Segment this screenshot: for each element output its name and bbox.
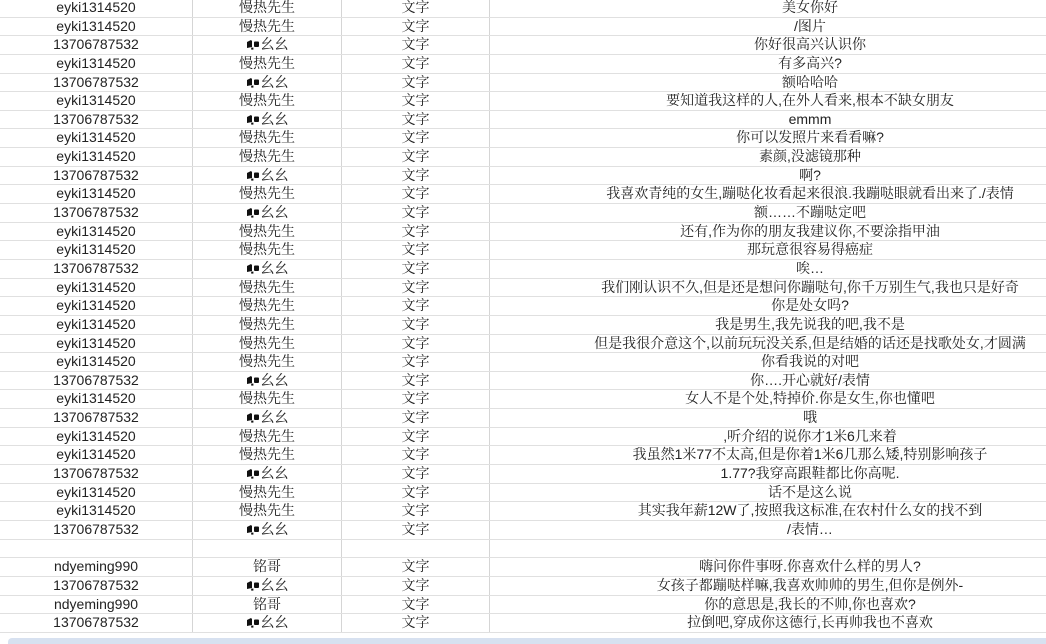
cell-account[interactable]: 13706787532 xyxy=(0,74,193,92)
cell-content[interactable]: 有多高兴? xyxy=(778,54,842,71)
cell-account[interactable]: eyki1314520 xyxy=(0,335,193,353)
bottom-panel-edge xyxy=(8,638,1046,644)
table-row xyxy=(0,558,1046,577)
cell-content[interactable]: 还有,作为你的朋友我建议你,不要涂指甲油 xyxy=(680,222,940,239)
nickname-label: 幺幺 xyxy=(260,259,289,276)
nickname-label: 幺幺 xyxy=(260,73,289,90)
nickname-label: 铭哥 xyxy=(253,558,281,575)
cell-account[interactable]: 13706787532 xyxy=(0,167,193,185)
table-row xyxy=(0,353,1046,372)
table-row xyxy=(0,36,1046,55)
cell-msg-type[interactable]: 文字 xyxy=(342,204,490,222)
cell-account[interactable]: 13706787532 xyxy=(0,260,193,278)
cell-nickname[interactable] xyxy=(193,428,342,446)
cell-nickname[interactable] xyxy=(193,148,342,166)
cell-account[interactable]: eyki1314520 xyxy=(0,297,193,315)
table-row xyxy=(0,502,1046,521)
cell-content[interactable]: 我是男生,我先说我的吧,我不是 xyxy=(715,315,905,332)
cell-content[interactable]: 嗨问你件事呀.你喜欢什么样的男人? xyxy=(699,558,921,575)
cell-nickname[interactable] xyxy=(193,204,342,222)
cell-nickname[interactable] xyxy=(193,372,342,390)
cell-msg-type[interactable]: 文字 xyxy=(342,353,490,371)
cell-msg-type[interactable] xyxy=(342,540,490,558)
table-row xyxy=(0,335,1046,354)
cell-msg-type[interactable]: 文字 xyxy=(342,465,490,483)
emoji-glyph-icon xyxy=(246,617,260,628)
cell-account[interactable]: ndyeming990 xyxy=(0,596,193,614)
table-row xyxy=(0,390,1046,409)
cell-content[interactable]: 额……不蹦哒定吧 xyxy=(754,204,866,221)
table-row xyxy=(0,167,1046,186)
cell-account[interactable]: 13706787532 xyxy=(0,614,193,632)
cell-msg-type[interactable]: 文字 xyxy=(342,558,490,576)
table-row xyxy=(0,316,1046,335)
cell-account[interactable]: eyki1314520 xyxy=(0,55,193,73)
table-row xyxy=(0,223,1046,242)
table-row xyxy=(0,111,1046,130)
cell-content[interactable]: 你可以发照片来看看嘛? xyxy=(736,129,884,146)
cell-msg-type[interactable]: 文字 xyxy=(342,297,490,315)
cell-content[interactable]: 你是处女吗? xyxy=(771,297,849,314)
table-row xyxy=(0,614,1046,633)
cell-msg-type[interactable]: 文字 xyxy=(342,92,490,110)
cell-nickname[interactable] xyxy=(193,484,342,502)
cell-nickname[interactable] xyxy=(193,18,342,36)
table-row xyxy=(0,204,1046,223)
cell-content[interactable]: 我喜欢青纯的女生,蹦哒化妆看起来很浪.我蹦哒眼就看出来了./表情 xyxy=(606,185,1014,202)
cell-msg-type[interactable]: 文字 xyxy=(342,148,490,166)
cell-nickname[interactable] xyxy=(193,390,342,408)
table-row xyxy=(0,260,1046,279)
cell-account[interactable]: eyki1314520 xyxy=(0,446,193,464)
cell-account[interactable]: eyki1314520 xyxy=(0,185,193,203)
nickname-label: 慢热先生 xyxy=(239,129,295,146)
table-row xyxy=(0,596,1046,615)
cell-nickname[interactable] xyxy=(193,335,342,353)
cell-nickname[interactable] xyxy=(193,36,342,54)
cell-nickname[interactable] xyxy=(193,558,342,576)
table-row xyxy=(0,465,1046,484)
cell-content[interactable]: 额哈哈哈 xyxy=(782,73,838,90)
nickname-label: 慢热先生 xyxy=(239,278,295,295)
table-row xyxy=(0,446,1046,465)
cell-account[interactable] xyxy=(0,540,193,558)
cell-account[interactable]: eyki1314520 xyxy=(0,390,193,408)
nickname-label: 幺幺 xyxy=(260,409,289,426)
cell-account[interactable]: eyki1314520 xyxy=(0,502,193,520)
cell-account[interactable]: eyki1314520 xyxy=(0,129,193,147)
cell-content[interactable]: 我们刚认识不久,但是还是想问你蹦哒句,你千万别生气,我也只是好奇 xyxy=(601,278,1019,295)
cell-msg-type[interactable]: 文字 xyxy=(342,0,490,17)
nickname-label: 幺幺 xyxy=(260,166,289,183)
cell-msg-type[interactable]: 文字 xyxy=(342,521,490,539)
cell-msg-type[interactable]: 文字 xyxy=(342,129,490,147)
cell-account[interactable]: 13706787532 xyxy=(0,577,193,595)
table-row xyxy=(0,521,1046,540)
emoji-glyph-icon xyxy=(246,170,260,181)
table-row xyxy=(0,297,1046,316)
cell-content[interactable]: 但是我很介意这个,以前玩玩没关系,但是结婚的话还是找歌处女,才圆满 xyxy=(594,334,1026,351)
cell-content[interactable]: emmm xyxy=(788,110,832,127)
cell-content[interactable]: 美女你好 xyxy=(782,0,838,15)
nickname-label: 慢热先生 xyxy=(239,427,295,444)
cell-msg-type[interactable]: 文字 xyxy=(342,185,490,203)
cell-content[interactable]: 拉倒吧,穿成你这德行,长再帅我也不喜欢 xyxy=(687,614,933,631)
nickname-label: 慢热先生 xyxy=(239,54,295,71)
emoji-glyph-icon xyxy=(246,263,260,274)
nickname-label: 幺幺 xyxy=(260,36,289,53)
cell-content[interactable]: 哦 xyxy=(803,409,817,426)
nickname-label: 慢热先生 xyxy=(239,185,295,202)
cell-nickname[interactable] xyxy=(193,129,342,147)
cell-nickname[interactable] xyxy=(193,521,342,539)
nickname-label: 铭哥 xyxy=(253,595,281,612)
cell-content[interactable]: 其实我年薪12W了,按照我这标准,在农村什么女的找不到 xyxy=(637,502,983,519)
cell-nickname[interactable] xyxy=(193,260,342,278)
cell-nickname[interactable] xyxy=(193,540,342,558)
table-row xyxy=(0,409,1046,428)
cell-nickname[interactable] xyxy=(193,185,342,203)
nickname-label: 慢热先生 xyxy=(239,502,295,519)
nickname-label: 慢热先生 xyxy=(239,353,295,370)
cell-msg-type[interactable]: 文字 xyxy=(342,484,490,502)
emoji-glyph-icon xyxy=(246,580,260,591)
nickname-label: 幺幺 xyxy=(260,204,289,221)
nickname-label: 慢热先生 xyxy=(239,148,295,165)
cell-content[interactable]: 要知道我这样的人,在外人看来,根本不缺女朋友 xyxy=(666,92,954,109)
table-row xyxy=(0,372,1046,391)
cell-msg-type[interactable]: 文字 xyxy=(342,223,490,241)
cell-account[interactable]: eyki1314520 xyxy=(0,428,193,446)
nickname-label: 幺幺 xyxy=(260,371,289,388)
cell-content[interactable]: 素颜,没滤镜那种 xyxy=(759,148,861,165)
table-row xyxy=(0,428,1046,447)
emoji-glyph-icon xyxy=(246,524,260,535)
emoji-glyph-icon xyxy=(246,114,260,125)
table-row xyxy=(0,74,1046,93)
nickname-label: 慢热先生 xyxy=(239,0,295,15)
table-row xyxy=(0,279,1046,298)
cell-nickname[interactable] xyxy=(193,596,342,614)
emoji-glyph-icon xyxy=(246,412,260,423)
nickname-label: 慢热先生 xyxy=(239,297,295,314)
nickname-label: 慢热先生 xyxy=(239,483,295,500)
nickname-label: 慢热先生 xyxy=(239,315,295,332)
cell-nickname[interactable] xyxy=(193,74,342,92)
emoji-glyph-icon xyxy=(246,207,260,218)
cell-nickname[interactable] xyxy=(193,353,342,371)
cell-content[interactable]: 女人不是个处,特掉价.你是女生,你也懂吧 xyxy=(685,390,935,407)
cell-content[interactable]: 那玩意很容易得癌症 xyxy=(747,241,873,258)
cell-msg-type[interactable]: 文字 xyxy=(342,55,490,73)
cell-nickname[interactable] xyxy=(193,223,342,241)
cell-content[interactable]: 你看我说的对吧 xyxy=(761,353,859,370)
cell-msg-type[interactable]: 文字 xyxy=(342,596,490,614)
cell-nickname[interactable] xyxy=(193,409,342,427)
cell-content[interactable]: 你的意思是,我长的不帅,你也喜欢? xyxy=(704,595,916,612)
cell-msg-type[interactable]: 文字 xyxy=(342,502,490,520)
table-row xyxy=(0,129,1046,148)
cell-account[interactable]: eyki1314520 xyxy=(0,148,193,166)
nickname-label: 慢热先生 xyxy=(239,222,295,239)
cell-account[interactable]: 13706787532 xyxy=(0,111,193,129)
cell-nickname[interactable] xyxy=(193,92,342,110)
cell-nickname[interactable] xyxy=(193,111,342,129)
cell-content[interactable]: 啊? xyxy=(799,166,821,183)
cell-account[interactable]: 13706787532 xyxy=(0,204,193,222)
cell-account[interactable]: ndyeming990 xyxy=(0,558,193,576)
table-row xyxy=(0,241,1046,260)
cell-content[interactable]: 1.77?我穿高跟鞋都比你高呢. xyxy=(720,465,900,482)
table-row xyxy=(0,484,1046,503)
cell-account[interactable]: eyki1314520 xyxy=(0,0,193,17)
table-row xyxy=(0,185,1046,204)
nickname-label: 慢热先生 xyxy=(239,241,295,258)
cell-content[interactable]: /表情… xyxy=(787,520,833,537)
cell-msg-type[interactable]: 文字 xyxy=(342,279,490,297)
cell-msg-type[interactable]: 文字 xyxy=(342,409,490,427)
cell-msg-type[interactable]: 文字 xyxy=(342,577,490,595)
nickname-label: 慢热先生 xyxy=(239,334,295,351)
cell-nickname[interactable] xyxy=(193,614,342,632)
cell-nickname[interactable] xyxy=(193,0,342,17)
cell-nickname[interactable] xyxy=(193,55,342,73)
cell-account[interactable]: eyki1314520 xyxy=(0,241,193,259)
nickname-label: 幺幺 xyxy=(260,520,289,537)
nickname-label: 慢热先生 xyxy=(239,446,295,463)
emoji-glyph-icon xyxy=(246,39,260,50)
cell-content[interactable] xyxy=(490,540,1046,558)
cell-msg-type[interactable]: 文字 xyxy=(342,74,490,92)
cell-account[interactable]: eyki1314520 xyxy=(0,316,193,334)
cell-nickname[interactable] xyxy=(193,577,342,595)
nickname-label: 幺幺 xyxy=(260,614,289,631)
cell-content[interactable]: ,听介绍的说你才1米6几来着 xyxy=(723,427,897,444)
cell-account[interactable]: eyki1314520 xyxy=(0,223,193,241)
emoji-glyph-icon xyxy=(246,77,260,88)
cell-account[interactable]: eyki1314520 xyxy=(0,92,193,110)
cell-content[interactable]: 女孩子都蹦哒样嘛,我喜欢帅帅的男生,但你是例外- xyxy=(656,576,964,593)
cell-msg-type[interactable]: 文字 xyxy=(342,614,490,632)
cell-account[interactable]: eyki1314520 xyxy=(0,279,193,297)
cell-content[interactable]: 你好很高兴认识你 xyxy=(754,36,866,53)
nickname-label: 幺幺 xyxy=(260,576,289,593)
cell-msg-type[interactable]: 文字 xyxy=(342,241,490,259)
cell-msg-type[interactable]: 文字 xyxy=(342,335,490,353)
cell-nickname[interactable] xyxy=(193,465,342,483)
cell-nickname[interactable] xyxy=(193,167,342,185)
nickname-label: 幺幺 xyxy=(260,465,289,482)
table-row-empty xyxy=(0,540,1046,559)
cell-nickname[interactable] xyxy=(193,446,342,464)
cell-nickname[interactable] xyxy=(193,316,342,334)
emoji-glyph-icon xyxy=(246,375,260,386)
nickname-label: 慢热先生 xyxy=(239,17,295,34)
table-row xyxy=(0,55,1046,74)
cell-msg-type[interactable]: 文字 xyxy=(342,18,490,36)
cell-content[interactable]: 话不是这么说 xyxy=(768,483,852,500)
cell-account[interactable]: 13706787532 xyxy=(0,521,193,539)
cell-content[interactable]: 唉… xyxy=(796,259,824,276)
cell-msg-type[interactable]: 文字 xyxy=(342,446,490,464)
cell-msg-type[interactable]: 文字 xyxy=(342,260,490,278)
table-row xyxy=(0,92,1046,111)
table-row xyxy=(0,148,1046,167)
cell-account[interactable]: eyki1314520 xyxy=(0,353,193,371)
table-row xyxy=(0,18,1046,37)
cell-nickname[interactable] xyxy=(193,279,342,297)
cell-nickname[interactable] xyxy=(193,502,342,520)
cell-msg-type[interactable]: 文字 xyxy=(342,316,490,334)
cell-content[interactable]: /图片 xyxy=(794,17,826,34)
cell-account[interactable]: 13706787532 xyxy=(0,465,193,483)
nickname-label: 慢热先生 xyxy=(239,92,295,109)
cell-msg-type[interactable]: 文字 xyxy=(342,167,490,185)
emoji-glyph-icon xyxy=(246,468,260,479)
table-row xyxy=(0,577,1046,596)
cell-msg-type[interactable]: 文字 xyxy=(342,111,490,129)
cell-account[interactable]: 13706787532 xyxy=(0,36,193,54)
cell-account[interactable]: 13706787532 xyxy=(0,372,193,390)
cell-msg-type[interactable]: 文字 xyxy=(342,36,490,54)
cell-account[interactable]: eyki1314520 xyxy=(0,18,193,36)
cell-content[interactable]: 你….开心就好/表情 xyxy=(750,371,870,388)
cell-account[interactable]: eyki1314520 xyxy=(0,484,193,502)
nickname-label: 慢热先生 xyxy=(239,390,295,407)
cell-account[interactable]: 13706787532 xyxy=(0,409,193,427)
cell-msg-type[interactable]: 文字 xyxy=(342,390,490,408)
cell-msg-type[interactable]: 文字 xyxy=(342,428,490,446)
cell-nickname[interactable] xyxy=(193,297,342,315)
table-row xyxy=(0,0,1046,18)
cell-content[interactable]: 我虽然1米77不太高,但是你着1米6几那么矮,特别影响孩子 xyxy=(632,446,988,463)
nickname-label: 幺幺 xyxy=(260,110,289,127)
cell-msg-type[interactable]: 文字 xyxy=(342,372,490,390)
cell-nickname[interactable] xyxy=(193,241,342,259)
